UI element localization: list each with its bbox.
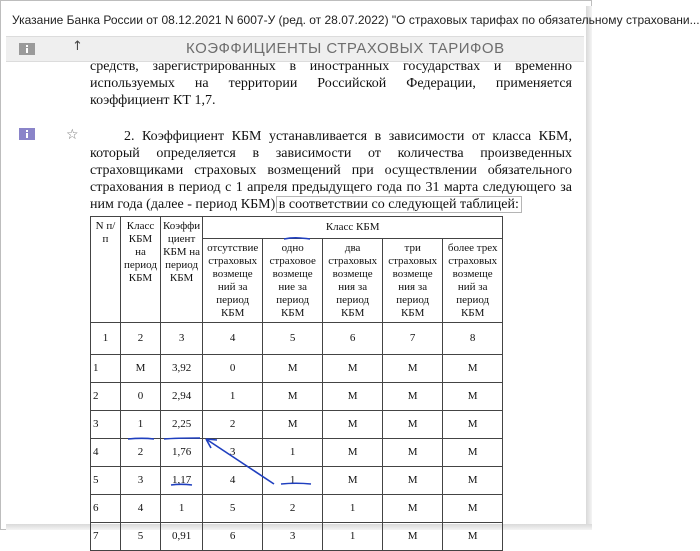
table-cell: 3 bbox=[161, 323, 203, 355]
table-cell: 1 bbox=[203, 383, 263, 411]
table-cell: М bbox=[323, 467, 383, 495]
window-title: Указание Банка России от 08.12.2021 N 6007-У (ред. от 28.07.2022) "О страховых тарифах по обязательному страховани... bbox=[6, 6, 584, 34]
table-cell: М bbox=[443, 355, 503, 383]
table-cell: М bbox=[263, 383, 323, 411]
table-cell: 1,76 bbox=[161, 439, 203, 467]
arrow-up-icon[interactable]: ↑ bbox=[72, 39, 83, 54]
table-cell: 1,17 bbox=[161, 467, 203, 495]
table-cell: М bbox=[263, 355, 323, 383]
kbm-table-wrapper bbox=[90, 216, 503, 551]
table-cell: М bbox=[443, 411, 503, 439]
header-group: Класс КБМ bbox=[203, 217, 503, 239]
table-cell: М bbox=[443, 467, 503, 495]
table-cell: М bbox=[263, 411, 323, 439]
table-cell: 5 bbox=[203, 495, 263, 523]
table-cell: 6 bbox=[203, 523, 263, 551]
table-cell: 4 bbox=[91, 439, 121, 467]
table-cell: М bbox=[383, 523, 443, 551]
table-cell: М bbox=[323, 439, 383, 467]
header-n: N п/п bbox=[91, 217, 121, 323]
table-cell: 8 bbox=[443, 323, 503, 355]
table-cell: 1 bbox=[323, 523, 383, 551]
table-cell: 0 bbox=[121, 383, 161, 411]
table-cell: М bbox=[443, 439, 503, 467]
table-cell: 2,94 bbox=[161, 383, 203, 411]
table-cell: 7 bbox=[91, 523, 121, 551]
table-row bbox=[91, 383, 503, 411]
star-icon[interactable]: ☆ bbox=[66, 127, 79, 143]
table-cell: 5 bbox=[121, 523, 161, 551]
table-row bbox=[91, 523, 503, 551]
frame-shadow bbox=[586, 6, 592, 530]
table-cell: М bbox=[383, 467, 443, 495]
table-row bbox=[91, 439, 503, 467]
kbm-table bbox=[90, 216, 503, 551]
table-cell: М bbox=[121, 355, 161, 383]
table-cell: М bbox=[323, 411, 383, 439]
paragraph-top: средств, зарегистрированных в иностранных государствах и временно используемых на территории Российской Федерации, применяется коэффициент КТ 1,7. bbox=[90, 59, 572, 108]
paragraph-kbm-main: 2. Коэффициент КБМ устанавливается в зависимости от класса КБМ, который определяется в зависимости от количества произведенных страховщиками страховых возмещений при осуществлении обязательного страхования в период с 1 апреля предыдущего года по 31 марта следующего за ним года (далее - период КБМ) bbox=[90, 129, 572, 212]
table-cell: 1 bbox=[91, 355, 121, 383]
table-numbering-row bbox=[91, 323, 503, 355]
header-sub: отсутствие страховых возмеще ний за период КБМ bbox=[203, 239, 263, 323]
paragraph-kbm-tail: в соответствии со следующей таблицей: bbox=[276, 196, 522, 213]
table-cell: 0,91 bbox=[161, 523, 203, 551]
table-cell: 1 bbox=[323, 495, 383, 523]
table-cell: М bbox=[383, 439, 443, 467]
table-cell: 6 bbox=[91, 495, 121, 523]
section-title: КОЭФФИЦИЕНТЫ СТРАХОВЫХ ТАРИФОВ bbox=[186, 40, 505, 57]
header-coef: Коэффи циент КБМ на период КБМ bbox=[161, 217, 203, 323]
table-cell: 5 bbox=[91, 467, 121, 495]
table-cell: 1 bbox=[121, 411, 161, 439]
table-cell: 2,25 bbox=[161, 411, 203, 439]
table-cell: М bbox=[323, 355, 383, 383]
table-cell: 1 bbox=[91, 323, 121, 355]
table-cell: М bbox=[443, 495, 503, 523]
header-sub: два страховых возмеще ния за период КБМ bbox=[323, 239, 383, 323]
table-cell: 3 bbox=[263, 523, 323, 551]
table-cell: М bbox=[383, 411, 443, 439]
table-cell: 4 bbox=[203, 467, 263, 495]
header-sub: более трех страховых возмеще ний за период КБМ bbox=[443, 239, 503, 323]
table-cell: 4 bbox=[121, 495, 161, 523]
header-class: Класс КБМ на период КБМ bbox=[121, 217, 161, 323]
table-cell: 2 bbox=[263, 495, 323, 523]
table-cell: 2 bbox=[91, 383, 121, 411]
table-cell: М bbox=[383, 383, 443, 411]
header-sub: три страховых возмеще ния за период КБМ bbox=[383, 239, 443, 323]
table-cell: М bbox=[443, 523, 503, 551]
document-viewer bbox=[6, 6, 700, 542]
table-header-row bbox=[91, 217, 503, 239]
table-cell: 2 bbox=[121, 439, 161, 467]
table-cell: 3 bbox=[121, 467, 161, 495]
table-cell: 5 bbox=[263, 323, 323, 355]
table-cell: М bbox=[443, 383, 503, 411]
paragraph-kbm bbox=[90, 128, 572, 213]
table-cell: 2 bbox=[121, 323, 161, 355]
table-row bbox=[91, 467, 503, 495]
info-icon[interactable] bbox=[18, 127, 36, 141]
table-cell: 4 bbox=[203, 323, 263, 355]
table-cell: 1 bbox=[263, 439, 323, 467]
table-cell: М bbox=[383, 495, 443, 523]
table-cell: 6 bbox=[323, 323, 383, 355]
table-row bbox=[91, 495, 503, 523]
table-cell: 7 bbox=[383, 323, 443, 355]
info-icon[interactable] bbox=[18, 42, 36, 56]
table-cell: 1 bbox=[263, 467, 323, 495]
table-cell: 3 bbox=[203, 439, 263, 467]
table-row bbox=[91, 355, 503, 383]
table-cell: 2 bbox=[203, 411, 263, 439]
header-sub: одно страховое возмеще ние за период КБМ bbox=[263, 239, 323, 323]
table-cell: 0 bbox=[203, 355, 263, 383]
table-cell: М bbox=[383, 355, 443, 383]
table-cell: 3 bbox=[91, 411, 121, 439]
table-cell: 3,92 bbox=[161, 355, 203, 383]
table-cell: М bbox=[323, 383, 383, 411]
table-row bbox=[91, 411, 503, 439]
table-cell: 1 bbox=[161, 495, 203, 523]
